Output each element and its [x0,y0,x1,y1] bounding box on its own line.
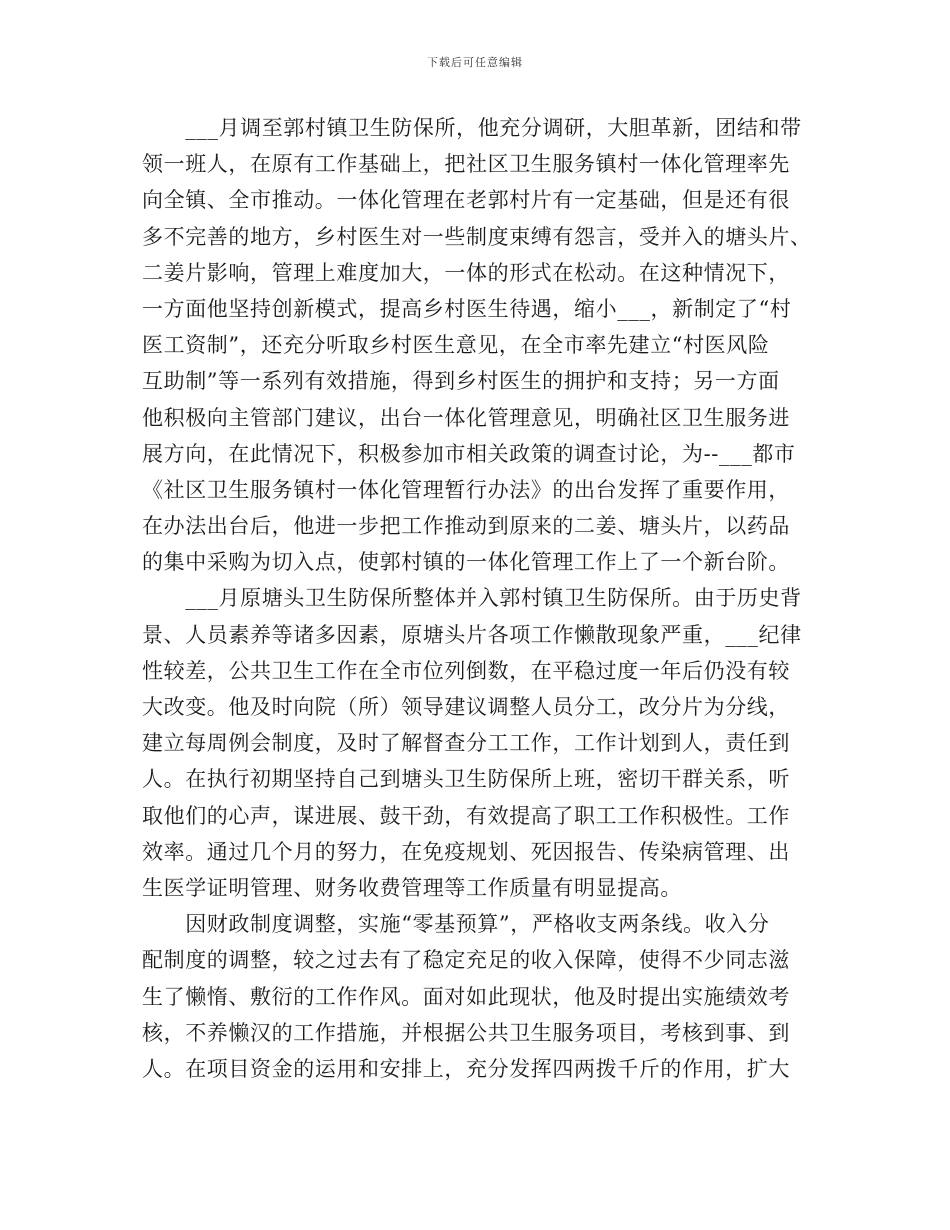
document-body [142,110,822,1087]
text-line: 生了懒惰、敷衍的工作作风。面对如此现状，他及时提出实施绩效考 [142,984,790,1009]
text-line: 因财政制度调整，实施“零基预算”，严格收支两条线。收入分 [142,912,770,937]
text-line: 他积极向主管部门建议，出台一体化管理意见，明确社区卫生服务进 [142,405,790,430]
text-line: 互助制”等一系列有效措施，得到乡村医生的拥护和支持；另一方面 [142,369,780,394]
text-line: 建立每周例会制度，及时了解督查分工工作，工作计划到人，责任到 [142,731,790,756]
text-line: 二姜片影响，管理上难度加大，一体的形式在松动。在这种情况下， [142,260,790,285]
text-line: 人。在项目资金的运用和安排上，充分发挥四两拨千斤的作用，扩大 [142,1056,790,1081]
text-line: ___月原塘头卫生防保所整体并入郭村镇卫生防保所。由于历史背 [142,586,802,611]
text-line: 向全镇、全市推动。一体化管理在老郭村片有一定基础，但是还有很 [142,188,790,213]
text-line: 生医学证明管理、财务收费管理等工作质量有明显提高。 [142,875,682,900]
text-line: 配制度的调整，较之过去有了稳定充足的收入保障，使得不少同志滋 [142,948,790,973]
text-line: 《社区卫生服务镇村一体化管理暂行办法》的出台发挥了重要作用， [142,477,790,502]
text-line: 在办法出台后，他进一步把工作推动到原来的二姜、塘头片，以药品 [142,514,790,539]
text-line: 景、人员素养等诸多因素，原塘头片各项工作懒散现象严重，___纪律 [142,622,802,647]
text-line: 医工资制”，还充分听取乡村医生意见，在全市率先建立“村医风险 [142,333,770,358]
text-line: 一方面他坚持创新模式，提高乡村医生待遇，缩小___，新制定了“村 [142,296,792,321]
text-line: 性较差，公共卫生工作在全市位列倒数，在平稳过度一年后仍没有较 [142,658,790,683]
text-line: ___月调至郭村镇卫生防保所，他充分调研，大胆革新，团结和带 [142,116,802,140]
text-line: 核，不养懒汉的工作措施，并根据公共卫生服务项目，考核到事、到 [142,1020,790,1045]
text-line: 取他们的心声，谋进展、鼓干劲，有效提高了职工工作积极性。工作 [142,803,790,828]
text-line: 领一班人，在原有工作基础上，把社区卫生服务镇村一体化管理率先 [142,152,790,177]
text-line: 效率。通过几个月的努力，在免疫规划、死因报告、传染病管理、出 [142,839,790,864]
text-line: 多不完善的地方，乡村医生对一些制度束缚有怨言，受并入的塘头片、 [142,224,812,249]
text-line: 的集中采购为切入点，使郭村镇的一体化管理工作上了一个新台阶。 [142,550,790,575]
page-header: 下载后可任意编辑 [427,56,523,69]
text-line: 人。在执行初期坚持自己到塘头卫生防保所上班，密切干群关系，听 [142,767,790,792]
text-line: 大改变。他及时向院（所）领导建议调整人员分工，改分片为分线， [142,695,790,719]
text-line: 展方向，在此情况下，积极参加市相关政策的调查讨论，为--___都市 [142,441,796,466]
